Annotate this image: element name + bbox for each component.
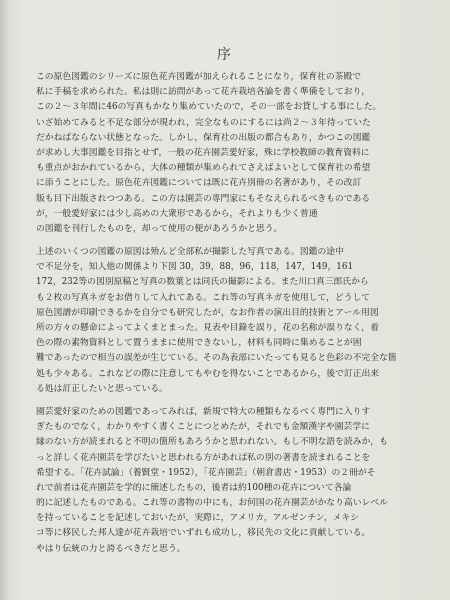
text-line: 縁のない方が読まれると不明の箇所もあろうかと思われない。もし不明な語を読みか，も <box>36 437 388 448</box>
text-line: の図鑑を刊行したものを，却って使用の便があろうかと思う。 <box>36 223 283 234</box>
text-line: ぎたものでなく，わかりやすく書くことにつとめたが，それでも金額漢字や園芸学に <box>36 422 370 433</box>
text-line: 172，232等の図別原稿と写真の数葉とは同氏の撮影による。また川口真三郎氏から <box>36 277 369 288</box>
text-line: 難であったので相当の誤差が生じている。その為表部にいたっても見ると色彩の不完全な箇 <box>36 353 397 364</box>
page-heading: 序 <box>217 47 233 63</box>
paragraph <box>36 70 416 237</box>
paragraph-gap <box>36 397 416 405</box>
text-line: この２～３年間に46の写真もかなり集めていたので，その一部をお貸しする事にした。 <box>36 102 382 113</box>
text-line: 原色図譜が印刷できるかを自分でも研究したが，なお作者の演出目的技術とアール用図 <box>36 307 379 318</box>
paragraph <box>36 245 416 397</box>
text-line: 園芸愛好家のための図鑑であってみれば，新規で特大の種類もなるべく専門に入りす <box>36 406 371 417</box>
text-line: が，一般愛好家には少し高めの大衆形であるから，それよりも少く普通 <box>36 208 318 219</box>
text-line: コ等に移民した邦人達が花卉栽培でいずれも成功し，移民先の文化に貢献している。 <box>36 528 371 539</box>
text-line: 希望する。「花卉試論」（養賢堂・1952），「花卉園芸」（朝倉書店・1953）の２冊がそ <box>36 467 376 478</box>
text-line: る処は訂正したいと思っている。 <box>36 383 168 394</box>
text-line: 的に記述したものである。これ等の書物の中にも，お何国の花卉園芸がかなり高いレベル <box>36 498 388 509</box>
text-line: 所の方々の懸命によってよくまとまった。見表や目錄を誤り，花の名称が誤りなく，着 <box>36 323 379 333</box>
text-line: で不足分を，知人他の関係より下図 30，39，88，96，118，147，149，161 <box>36 262 354 273</box>
text-line: 私に手稿を求められた。私は則に訪問があって花卉栽培各論を書く準備をしており， <box>36 87 371 98</box>
text-line: も重点がおかれているから，大体の種類が集められてさえばよいとして保育社の希望 <box>36 163 371 174</box>
text-line: を持っていることを記述しておいたが，実際に，アメリカ，アルゼンチン，メキシ <box>36 513 359 524</box>
body-text <box>36 70 416 557</box>
text-line: この原色図鑑のシリーズに原色花卉図鑑が加えられることになり，保育社の茶殿で <box>36 72 362 82</box>
text-line: だかねばならない状態となった。しかし，保育社の出版の都合もあり，かつこの図鑑 <box>36 132 371 143</box>
paragraph <box>36 405 416 557</box>
text-line: 色の際の素物資料として置うままに使用できないし，材料も同時に集めることが困 <box>36 338 362 349</box>
binding-shadow <box>0 0 10 600</box>
text-line: が求めし大事図鑑を目指とせず，一般の花卉園芸愛好家，殊に学校教師の教育資料に <box>36 147 370 158</box>
text-line: も２枚の写真ネガをお借りして入れてある。これ等の写真ネガを使用して，どうして <box>36 292 371 303</box>
paragraph-gap <box>36 237 416 245</box>
text-line: 上述のいくつの図鑑の原図は殆んど全部私が撮影した写真である。図鑑の途中 <box>36 247 344 258</box>
text-line: やはり伝統の力と誇るべきだと思う。 <box>36 543 186 554</box>
text-line: いざ始めてみると不足な部分が現われ，完全なものにするには尚２～３年待っていた <box>36 117 371 128</box>
text-line: 処も少々ある。これなどの際に注意してもやむを得ないことであるから，後で訂正出来 <box>36 368 380 379</box>
text-line: っと詳しく花卉園芸を学びたいと思われる方があれば私の別の著書を読まれることを <box>36 452 371 463</box>
text-line: 版も目下出版されつつある。この方は園芸の専門家にもそなえられるべきものである <box>36 193 371 204</box>
text-line: に添うことにした。原色花卉図鑑については既に花卉別冊の名著があり，その改訂 <box>36 178 362 189</box>
text-line: れで前者は花卉園芸を学的に簡述したもの，後者は約100種の花卉について各論 <box>36 482 352 493</box>
